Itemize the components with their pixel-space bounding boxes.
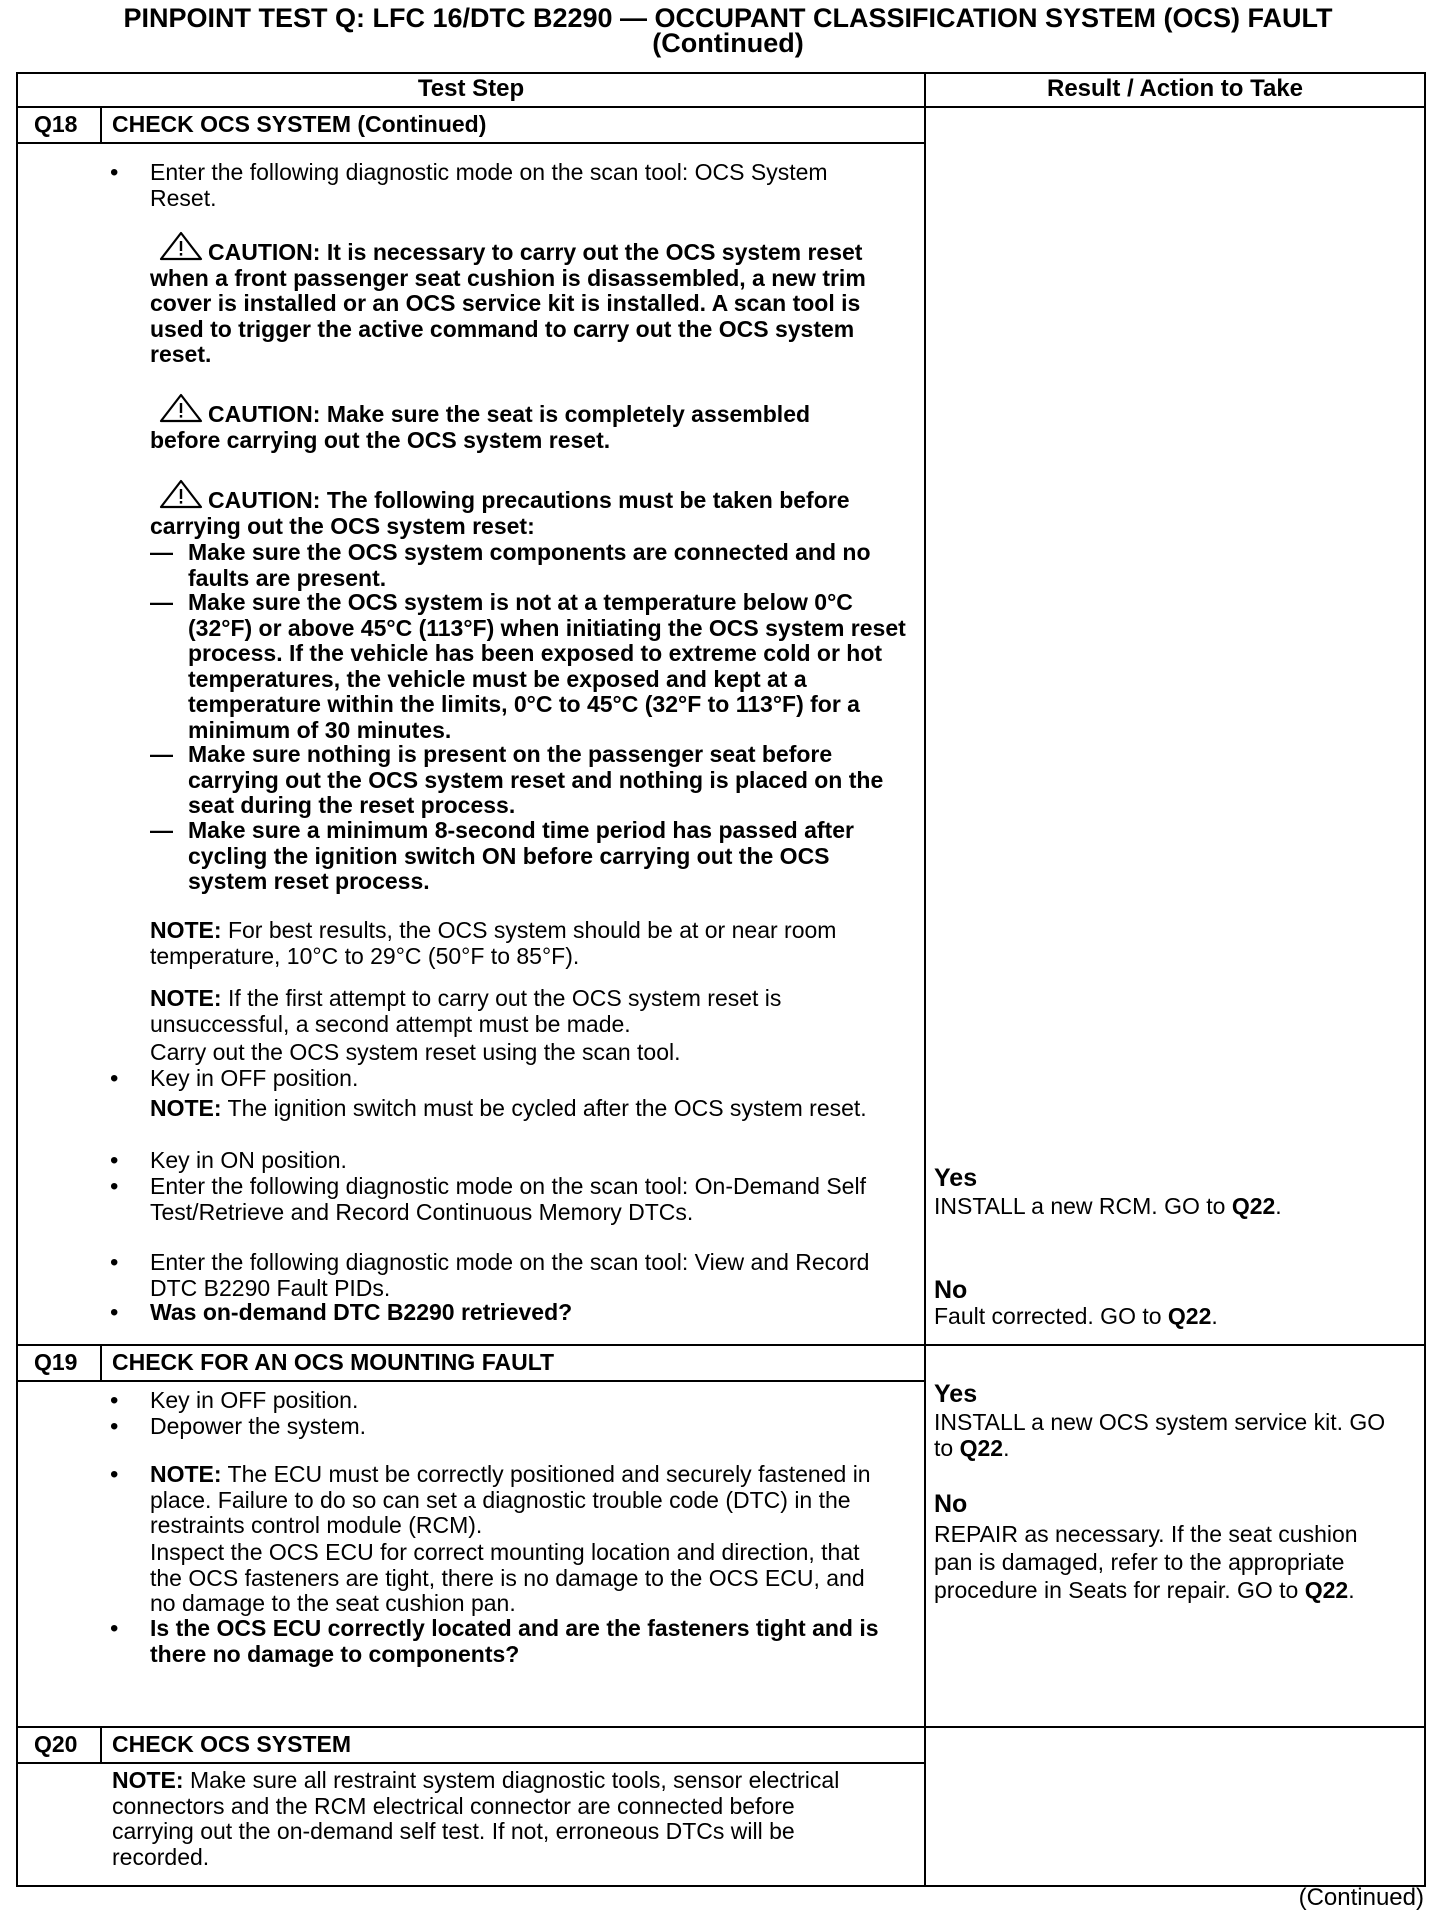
dash-marker: — (150, 589, 173, 615)
q18-caution-precautions (150, 488, 886, 539)
q18-yes-action: INSTALL a new RCM. GO to Q22. (934, 1193, 1282, 1219)
step-id-q20: Q20 (34, 1731, 78, 1757)
note-text: If the first attempt to carry out the OCS system reset is unsuccessful, a second attempt must be made. (150, 985, 782, 1037)
bullet-icon: • (110, 1615, 119, 1642)
note-label: NOTE: (150, 985, 222, 1011)
header-rule (18, 106, 1424, 108)
q18-yes-label: Yes (934, 1164, 978, 1192)
column-header-test-step: Test Step (417, 75, 525, 102)
action-text: REPAIR as necessary. If the seat cushion pan is damaged, refer to the appropriate procedure in Seats for repair. GO to (934, 1521, 1358, 1603)
q19-bullet-key-off: Key in OFF position. (150, 1387, 359, 1413)
step-id-divider (100, 108, 102, 142)
bullet-icon: • (110, 1065, 119, 1092)
q18-question: Was on-demand DTC B2290 retrieved? (150, 1299, 573, 1325)
goto-link-q22[interactable]: Q22 (1231, 1193, 1276, 1219)
q19-no-label: No (934, 1490, 968, 1518)
q18-bullet-scan-tool-reset: Enter the following diagnostic mode on the scan tool: OCS System Reset. (150, 159, 828, 211)
q19-yes-label: Yes (934, 1380, 978, 1408)
caution-text: CAUTION: Make sure the seat is completely assembled before carrying out the OCS system reset. (150, 401, 811, 453)
q19-yes-action: INSTALL a new OCS system service kit. GO to Q22. (934, 1409, 1386, 1461)
bullet-icon: • (110, 1299, 119, 1326)
column-divider (924, 74, 926, 1885)
bullet-icon: • (110, 1461, 119, 1488)
q18-bullet-view-record: Enter the following diagnostic mode on the scan tool: View and Record DTC B2290 Fault PIDs. (150, 1249, 870, 1301)
goto-link-q22[interactable]: Q22 (1304, 1577, 1349, 1603)
bullet-icon: • (110, 159, 119, 186)
step-id-divider (100, 1346, 102, 1380)
action-text: Fault corrected. GO to (934, 1303, 1162, 1329)
caution-text: CAUTION: The following precautions must be taken before carrying out the OCS system reset: (150, 487, 850, 539)
q18-precaution-1: Make sure the OCS system components are connected and no faults are present. (188, 539, 871, 591)
q19-bullet-depower: Depower the system. (150, 1413, 367, 1439)
bullet-icon: • (110, 1147, 119, 1174)
q18-heading-rule (18, 142, 926, 144)
note-label: NOTE: (112, 1767, 184, 1793)
bullet-icon: • (110, 1249, 119, 1276)
q18-note-second-attempt (150, 986, 890, 1037)
q18-bullet-key-off: Key in OFF position. (150, 1065, 359, 1091)
note-label: NOTE: (150, 1461, 222, 1487)
q19-row-rule (18, 1344, 1424, 1346)
q18-caution-seat-assembled (150, 402, 886, 453)
step-heading-q20: CHECK OCS SYSTEM (112, 1731, 351, 1757)
note-text: Make sure all restraint system diagnostic tools, sensor electrical connectors and the RCM electrical connector are connected before carrying out the on-demand self test. If not, erroneous DTCs will be recorded. (112, 1767, 840, 1870)
pinpoint-test-table (16, 72, 1426, 1887)
goto-link-q22[interactable]: Q22 (959, 1434, 1004, 1461)
page-title (0, 3, 1456, 58)
note-text: For best results, the OCS system should be at or near room temperature, 10°C to 29°C (50°F to 85°F). (150, 917, 837, 969)
note-text: The ignition switch must be cycled after the OCS system reset. (227, 1095, 867, 1121)
note-label: NOTE: (150, 1095, 222, 1121)
q20-row-rule (18, 1726, 1424, 1728)
q20-note-connectors (112, 1768, 852, 1870)
goto-link-q22[interactable]: Q22 (1167, 1303, 1212, 1329)
dash-marker: — (150, 539, 173, 565)
action-text: INSTALL a new RCM. GO to (934, 1193, 1226, 1219)
q19-note-ecu-position (150, 1462, 890, 1539)
q19-inspect-ecu: Inspect the OCS ECU for correct mounting location and direction, that the OCS fasteners are tight, there is no damage to the OCS ECU, and no damage to the seat cushion pan. (150, 1539, 865, 1616)
continued-footer: (Continued) (1298, 1884, 1424, 1911)
q18-carry-out-reset: Carry out the OCS system reset using the scan tool. (150, 1039, 681, 1065)
q19-no-action: REPAIR as necessary. If the seat cushion pan is damaged, refer to the appropriate procedure in Seats for repair. GO to Q22. (934, 1521, 1358, 1603)
action-text: INSTALL a new OCS system service kit. GO to (934, 1409, 1386, 1461)
step-heading-q19: CHECK FOR AN OCS MOUNTING FAULT (112, 1349, 555, 1375)
dash-marker: — (150, 817, 173, 843)
q18-note-ignition-cycle (150, 1096, 890, 1122)
column-header-result: Result / Action to Take (1046, 75, 1304, 102)
q19-heading-rule (18, 1380, 926, 1382)
q19-question: Is the OCS ECU correctly located and are the fasteners tight and is there no damage to components? (150, 1615, 879, 1667)
note-text: The ECU must be correctly positioned and securely fastened in place. Failure to do so can set a diagnostic trouble code (DTC) in the restraints control module (RCM). (150, 1461, 871, 1538)
bullet-icon: • (110, 1173, 119, 1200)
bullet-icon: • (110, 1413, 119, 1440)
step-id-q19: Q19 (34, 1349, 78, 1375)
title-line-1: PINPOINT TEST Q: LFC 16/DTC B2290 — OCCUPANT CLASSIFICATION SYSTEM (OCS) FAULT (123, 3, 1333, 33)
q18-note-room-temperature (150, 918, 870, 969)
q18-bullet-key-on: Key in ON position. (150, 1147, 347, 1173)
bullet-icon: • (110, 1387, 119, 1414)
step-id-divider (100, 1728, 102, 1762)
title-line-2: (Continued) (652, 28, 804, 58)
q18-no-label: No (934, 1276, 968, 1304)
q18-bullet-self-test: Enter the following diagnostic mode on the scan tool: On-Demand Self Test/Retrieve and Record Continuous Memory DTCs. (150, 1173, 866, 1225)
q20-heading-rule (18, 1762, 926, 1764)
q18-precaution-2: Make sure the OCS system is not at a temperature below 0°C (32°F) or above 45°C (113°F) when initiating the OCS system reset process. If the vehicle has been exposed to extreme cold or hot temperatures, the vehicle must be exposed and kept at a temperature within the limits, 0°C to 45°C (32°F to 113°F) for a minimum of 30 minutes. (188, 589, 906, 743)
q18-no-action: Fault corrected. GO to Q22. (934, 1303, 1218, 1329)
q18-caution-reset-required (150, 240, 886, 368)
caution-text: CAUTION: It is necessary to carry out the OCS system reset when a front passenger seat cushion is disassembled, a new trim cover is installed or an OCS service kit is installed. A scan tool is used to trigger the active command to carry out the OCS system reset. (150, 239, 866, 367)
dash-marker: — (150, 741, 173, 767)
q18-precaution-3: Make sure nothing is present on the passenger seat before carrying out the OCS system reset and nothing is placed on the seat during the reset process. (188, 741, 884, 818)
note-label: NOTE: (150, 917, 222, 943)
step-id-q18: Q18 (34, 111, 78, 137)
step-heading-q18: CHECK OCS SYSTEM (Continued) (112, 111, 487, 137)
q18-precaution-4: Make sure a minimum 8-second time period has passed after cycling the ignition switch ON before carrying out the OCS system reset process. (188, 817, 854, 894)
